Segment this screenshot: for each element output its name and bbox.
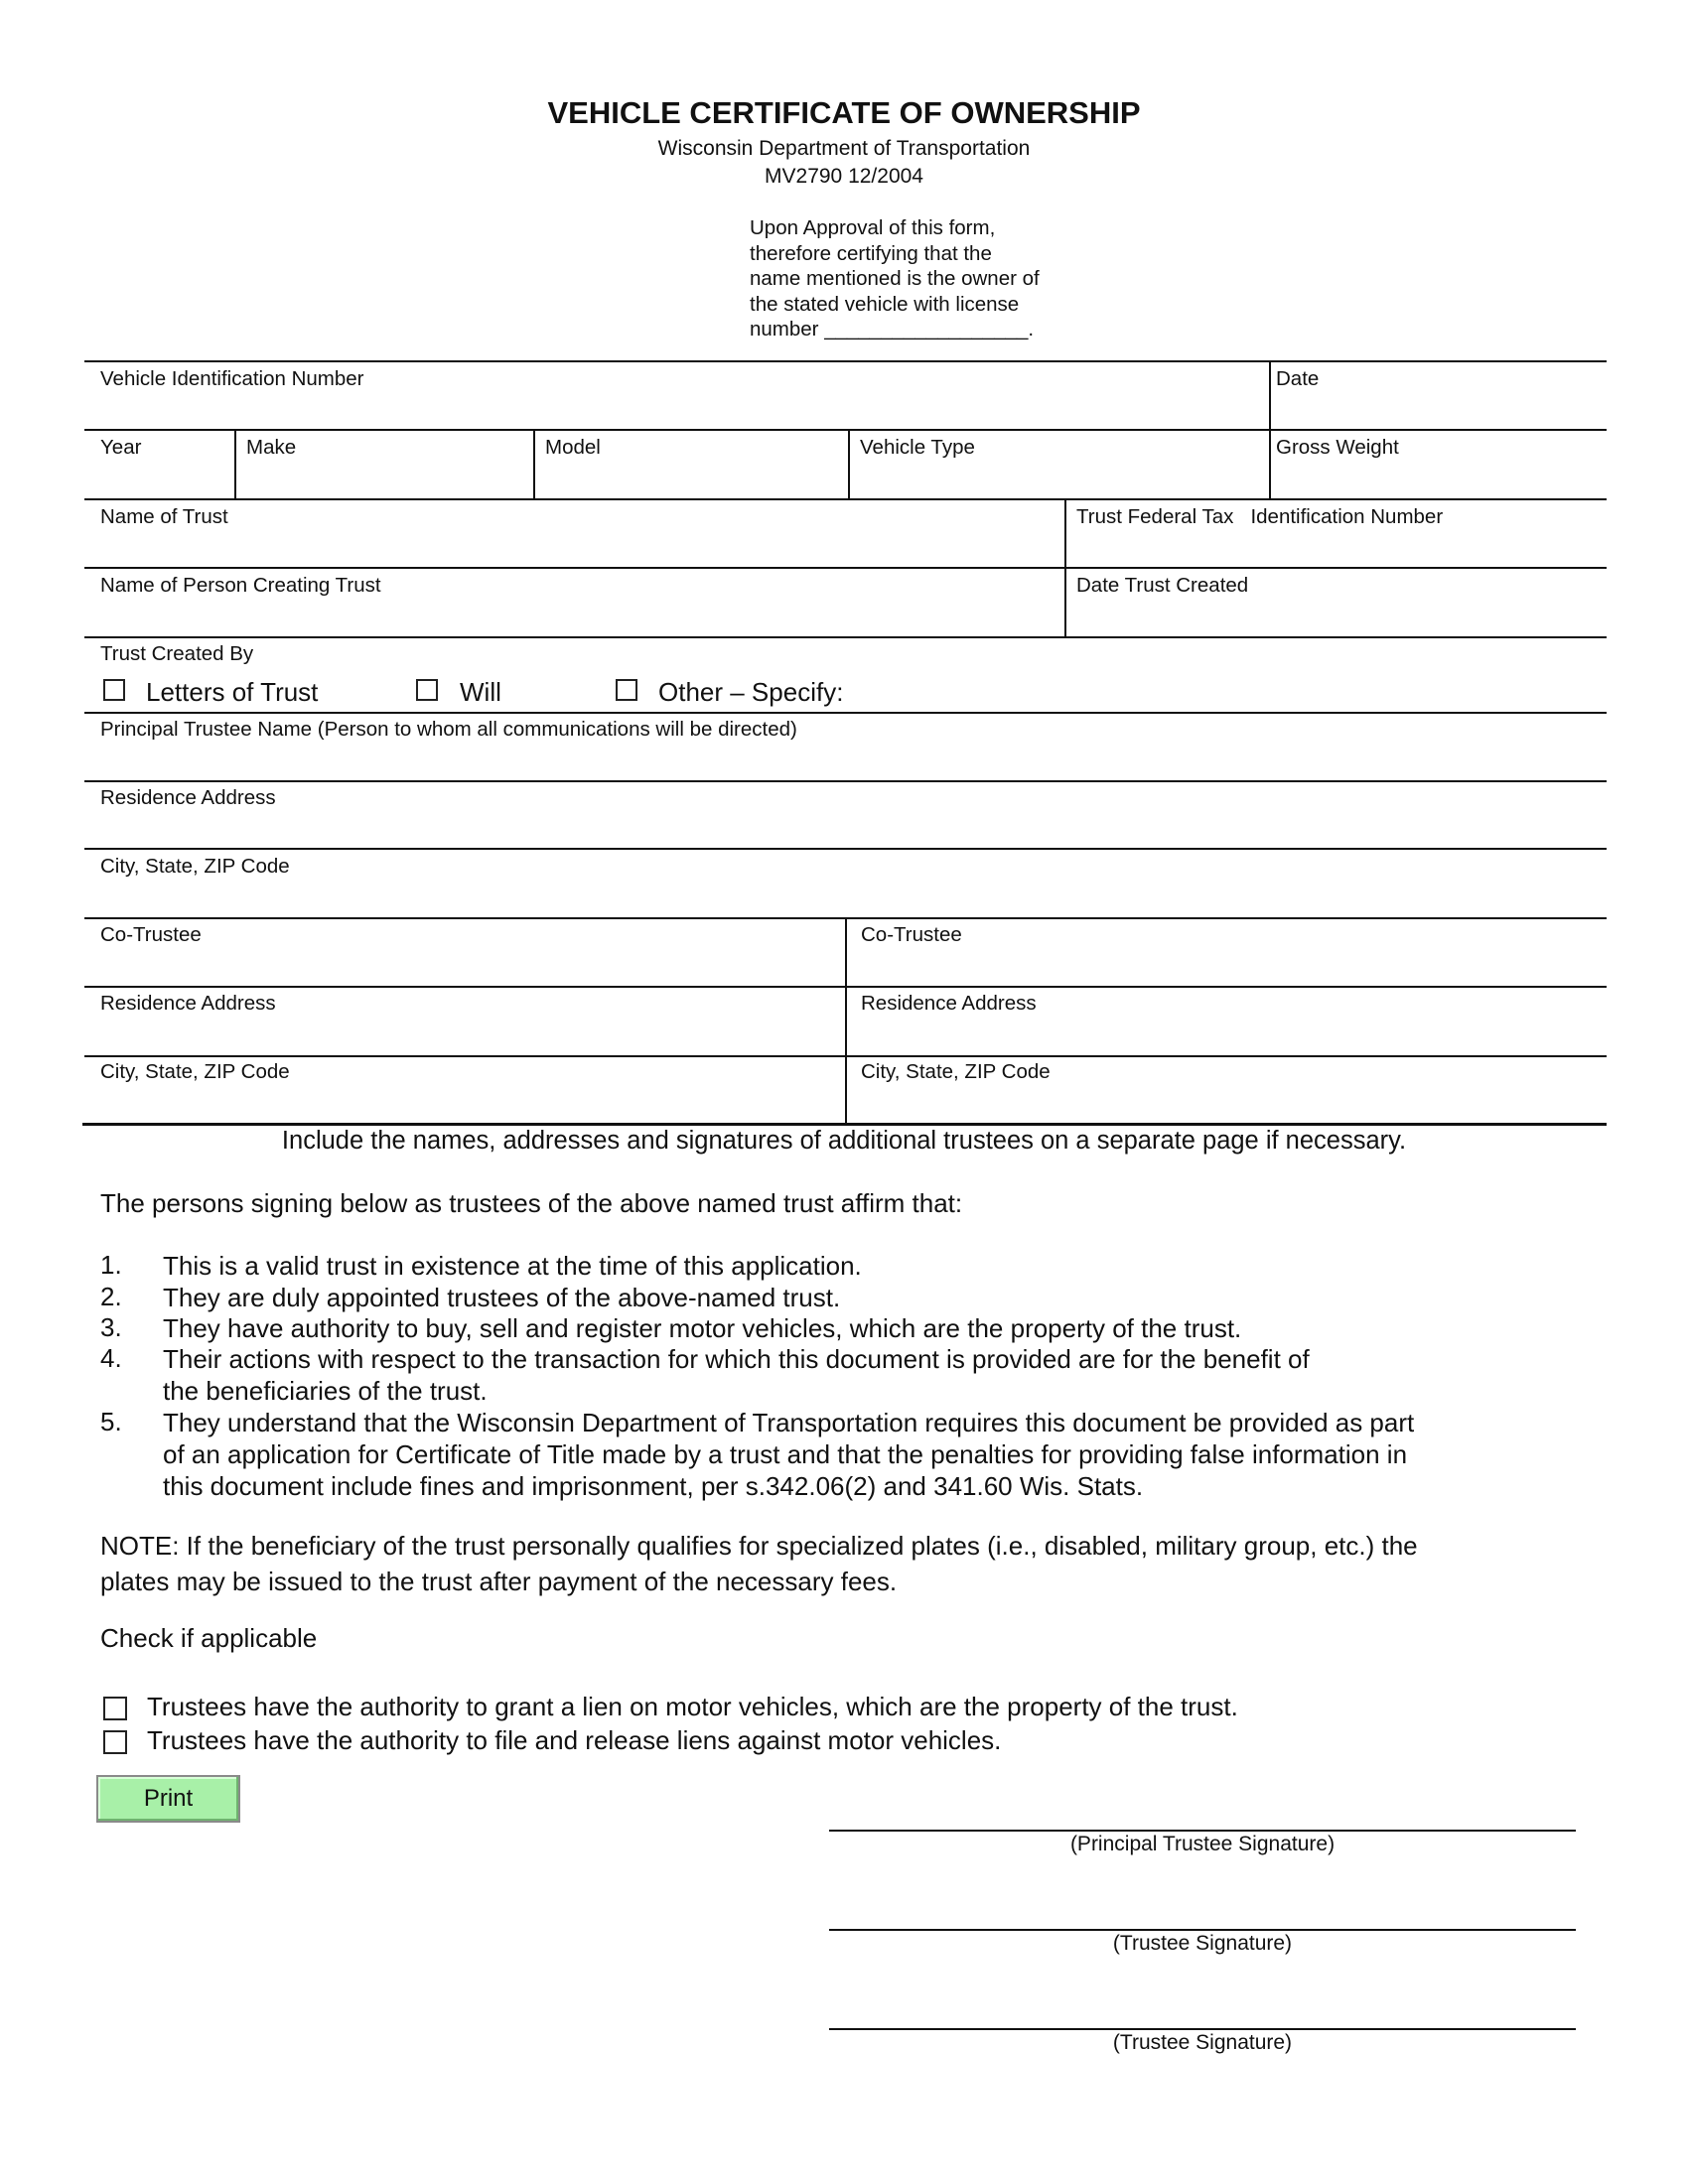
vehicle-type-field[interactable]	[852, 460, 1267, 496]
form-divider	[1269, 360, 1271, 499]
form-rule	[84, 567, 1607, 569]
approval-line: therefore certifying that the	[750, 241, 992, 265]
list-item: They are duly appointed trustees of the above-named trust.	[163, 1283, 841, 1312]
city-state-zip-field[interactable]	[87, 879, 1605, 915]
will-checkbox[interactable]	[416, 679, 438, 701]
note-line: plates may be issued to the trust after payment of the necessary fees.	[100, 1567, 898, 1596]
letters-of-trust-checkbox[interactable]	[103, 679, 125, 701]
form-rule	[84, 780, 1607, 782]
form-divider	[234, 429, 236, 499]
form-rule	[84, 360, 1607, 362]
trust-creator-label: Name of Person Creating Trust	[100, 574, 381, 597]
principal-trustee-signature-label: (Principal Trustee Signature)	[1069, 1833, 1336, 1855]
form-divider	[533, 429, 535, 499]
co-trustee-1-city-field[interactable]	[87, 1085, 842, 1121]
make-field[interactable]	[238, 460, 531, 496]
gross-weight-label: Gross Weight	[1276, 436, 1399, 459]
list-number: 5.	[100, 1407, 122, 1436]
trust-name-label: Name of Trust	[100, 505, 228, 528]
other-specify-field[interactable]	[864, 675, 1605, 709]
form-rule	[84, 636, 1607, 638]
letters-of-trust-label: Letters of Trust	[146, 677, 319, 707]
year-field[interactable]	[87, 460, 232, 496]
list-number: 3.	[100, 1312, 122, 1342]
trustee-signature-field[interactable]	[829, 1980, 1576, 2026]
co-trustee-1-field[interactable]	[87, 948, 842, 984]
note-line: NOTE: If the beneficiary of the trust personally qualifies for specialized plates (i.e., disabled, military group, etc.) the	[100, 1531, 1418, 1561]
form-divider	[845, 917, 847, 1125]
approval-line: name mentioned is the owner of	[750, 267, 1040, 290]
make-label: Make	[246, 436, 297, 459]
form-number: MV2790 12/2004	[765, 165, 923, 188]
date-trust-created-label: Date Trust Created	[1076, 574, 1249, 597]
will-label: Will	[460, 677, 501, 707]
vin-field[interactable]	[87, 391, 1267, 427]
list-item: Their actions with respect to the transaction for which this document is provided are for the benefit of	[163, 1344, 1310, 1374]
trust-created-by-label: Trust Created By	[100, 642, 254, 665]
other-specify-checkbox[interactable]	[616, 679, 637, 701]
co-trustee-2-city-field[interactable]	[849, 1085, 1605, 1121]
trust-tax-id-field[interactable]	[1068, 529, 1605, 565]
form-rule	[84, 498, 1607, 500]
list-number: 2.	[100, 1282, 122, 1311]
co-trustee-2-field[interactable]	[849, 948, 1605, 984]
trustee-signature-label: (Trustee Signature)	[1112, 1932, 1293, 1955]
principal-trustee-field[interactable]	[87, 743, 1605, 778]
list-number: 4.	[100, 1343, 122, 1373]
co-trustee-1-address-field[interactable]	[87, 1017, 842, 1053]
lien-file-release-label: Trustees have the authority to file and release liens against motor vehicles.	[147, 1725, 1002, 1755]
date-field[interactable]	[1273, 391, 1605, 427]
print-button[interactable]: Print	[96, 1775, 240, 1823]
form-title: VEHICLE CERTIFICATE OF OWNERSHIP	[547, 95, 1141, 130]
list-item: They have authority to buy, sell and register motor vehicles, which are the property of the trust.	[163, 1313, 1242, 1343]
co-trustee-2-address-field[interactable]	[849, 1017, 1605, 1053]
signature-line	[829, 1830, 1576, 1832]
form-rule	[84, 712, 1607, 714]
approval-statement	[750, 215, 1107, 342]
principal-trustee-signature-field[interactable]	[829, 1782, 1576, 1828]
trustee-signature-label: (Trustee Signature)	[1112, 2031, 1293, 2054]
co-trustee-label: Co-Trustee	[100, 923, 202, 946]
vin-label: Vehicle Identification Number	[100, 367, 364, 390]
principal-trustee-label: Principal Trustee Name (Person to whom all communications will be directed)	[100, 718, 797, 741]
gross-weight-field[interactable]	[1273, 460, 1605, 496]
year-label: Year	[100, 436, 142, 459]
signature-line	[829, 1929, 1576, 1931]
check-heading: Check if applicable	[100, 1623, 318, 1653]
trust-tax-id-label: Trust Federal Tax Identification Number	[1076, 505, 1444, 528]
co-trustee-residence-label: Residence Address	[861, 992, 1037, 1015]
co-trustee-residence-label: Residence Address	[100, 992, 276, 1015]
date-trust-created-field[interactable]	[1068, 598, 1605, 634]
approval-line: the stated vehicle with license	[750, 292, 1020, 316]
list-number: 1.	[100, 1250, 122, 1280]
city-state-zip-label: City, State, ZIP Code	[100, 855, 290, 878]
residence-address-field[interactable]	[87, 811, 1605, 846]
list-item: This is a valid trust in existence at the time of this application.	[163, 1251, 862, 1281]
co-trustee-city-label: City, State, ZIP Code	[861, 1060, 1051, 1083]
list-item: the beneficiaries of the trust.	[163, 1376, 488, 1406]
trustee-signature-field[interactable]	[829, 1881, 1576, 1927]
form-rule	[84, 429, 1607, 431]
trust-creator-field[interactable]	[87, 598, 1062, 634]
co-trustee-label: Co-Trustee	[861, 923, 962, 946]
list-item: of an application for Certificate of Title made by a trust and that the penalties for providing false information in	[163, 1439, 1408, 1469]
form-rule	[84, 848, 1607, 850]
lien-file-release-checkbox[interactable]	[103, 1730, 127, 1754]
trust-name-field[interactable]	[87, 529, 1062, 565]
additional-trustees-note: Include the names, addresses and signatures of additional trustees on a separate page if necessary.	[281, 1127, 1407, 1155]
model-field[interactable]	[537, 460, 846, 496]
date-label: Date	[1276, 367, 1320, 390]
lien-grant-checkbox[interactable]	[103, 1697, 127, 1720]
co-trustee-city-label: City, State, ZIP Code	[100, 1060, 290, 1083]
list-item: this document include fines and imprisonment, per s.342.06(2) and 341.60 Wis. Stats.	[163, 1471, 1144, 1501]
list-item: They understand that the Wisconsin Department of Transportation requires this document be provided as part	[163, 1408, 1415, 1437]
lien-grant-label: Trustees have the authority to grant a lien on motor vehicles, which are the property of the trust.	[147, 1692, 1238, 1721]
residence-address-label: Residence Address	[100, 786, 276, 809]
approval-line: Upon Approval of this form,	[750, 216, 996, 239]
department-name: Wisconsin Department of Transportation	[657, 137, 1031, 160]
model-label: Model	[545, 436, 601, 459]
affirm-intro: The persons signing below as trustees of the above named trust affirm that:	[100, 1188, 963, 1218]
signature-line	[829, 2028, 1576, 2030]
other-specify-label: Other – Specify:	[658, 677, 844, 707]
form-divider	[848, 429, 850, 499]
vehicle-type-label: Vehicle Type	[860, 436, 975, 459]
form-divider	[1064, 498, 1066, 637]
approval-line: number __________________.	[750, 318, 1035, 341]
